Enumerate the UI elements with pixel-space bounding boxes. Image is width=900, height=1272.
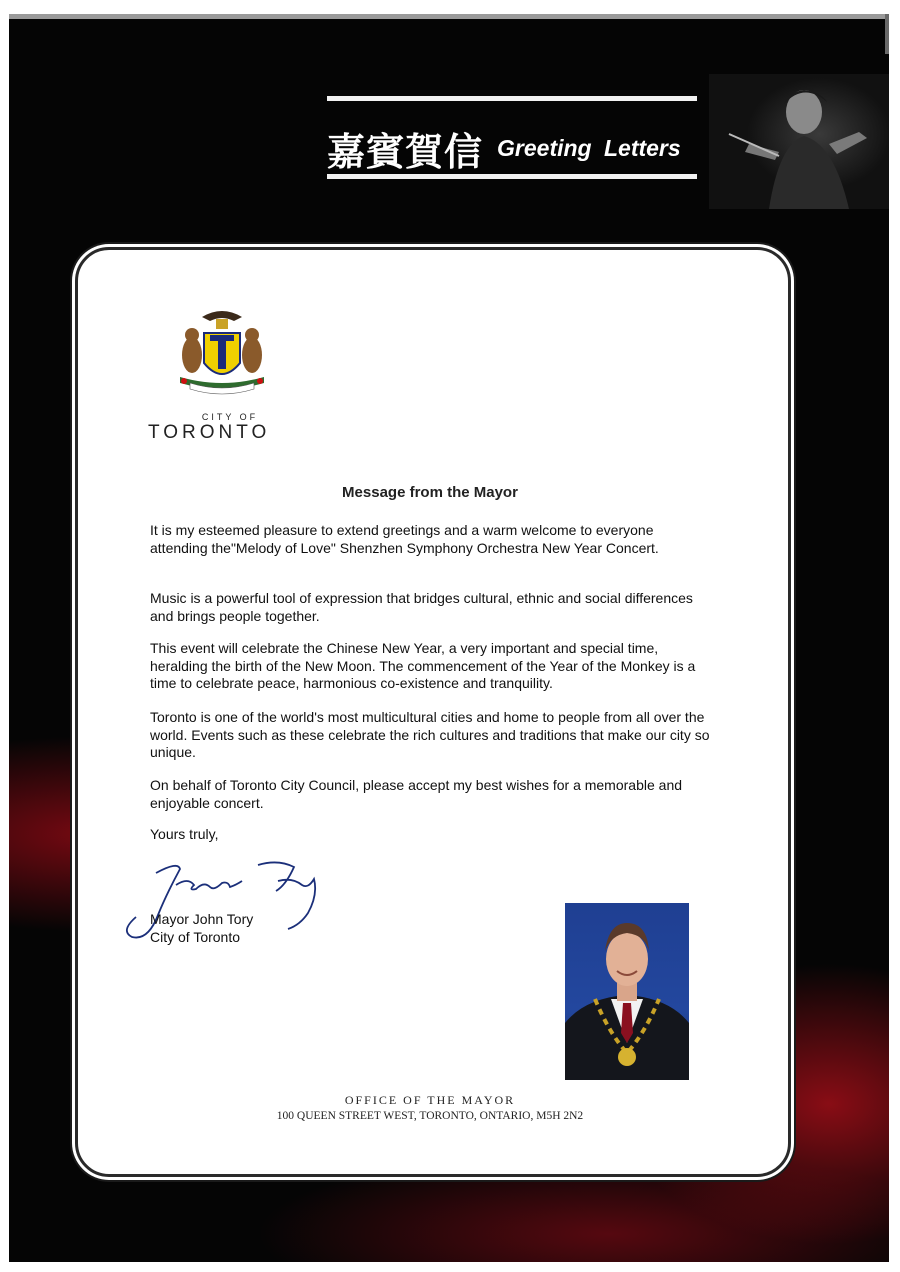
- letter-card: [75, 247, 791, 1177]
- signer-name: Mayor John Tory: [150, 911, 254, 927]
- footer-office: OFFICE OF THE MAYOR: [344, 1093, 516, 1107]
- footer-address: 100 QUEEN STREET WEST, TORONTO, ONTARIO, M5H 2N2: [276, 1110, 584, 1122]
- brochure-page: [9, 14, 889, 1262]
- signer-org: City of Toronto: [150, 928, 241, 945]
- letter-paragraph: This event will celebrate the Chinese New Year, a very important and special time, heralding the birth of the New Moon. The commencement of the Year of the Monkey is a time to celebrate peace, harmonious co-existence and tranquility.: [150, 640, 696, 691]
- header-title-english: Greeting Letters: [497, 134, 681, 161]
- letter-closing: Yours truly,: [150, 826, 219, 842]
- conductor-photo: [709, 74, 889, 209]
- logo-city-name: TORONTO: [148, 422, 271, 443]
- header-rule-bottom: [327, 174, 697, 179]
- top-edge-strip: [9, 14, 889, 19]
- header-rule-top: [327, 96, 697, 101]
- toronto-coat-of-arms-icon: [172, 305, 272, 400]
- letter-signer: [150, 911, 253, 946]
- letter-paragraph: Toronto is one of the world's most multicultural cities and home to people from all over the world. Events such as these celebrate the rich cultures and traditions that make our city so unique.: [150, 709, 710, 760]
- logo-city-of: CITY OF: [201, 412, 259, 422]
- letter-paragraph: Music is a powerful tool of expression that bridges cultural, ethnic and social differences and brings people together.: [150, 590, 693, 624]
- mayor-portrait-photo: [565, 903, 689, 1080]
- right-edge-strip: [885, 14, 889, 54]
- page-header: [327, 124, 707, 172]
- letter-paragraph: It is my esteemed pleasure to extend greetings and a warm welcome to everyone attending the"Melody of Love" Shenzhen Symphony Orchestra New Year Concert.: [150, 522, 659, 556]
- header-title-chinese: 嘉賓賀信: [327, 129, 484, 174]
- letter-title: Message from the Mayor: [342, 484, 518, 501]
- letter-paragraph: On behalf of Toronto City Council, please accept my best wishes for a memorable and enjoyable concert.: [150, 777, 683, 811]
